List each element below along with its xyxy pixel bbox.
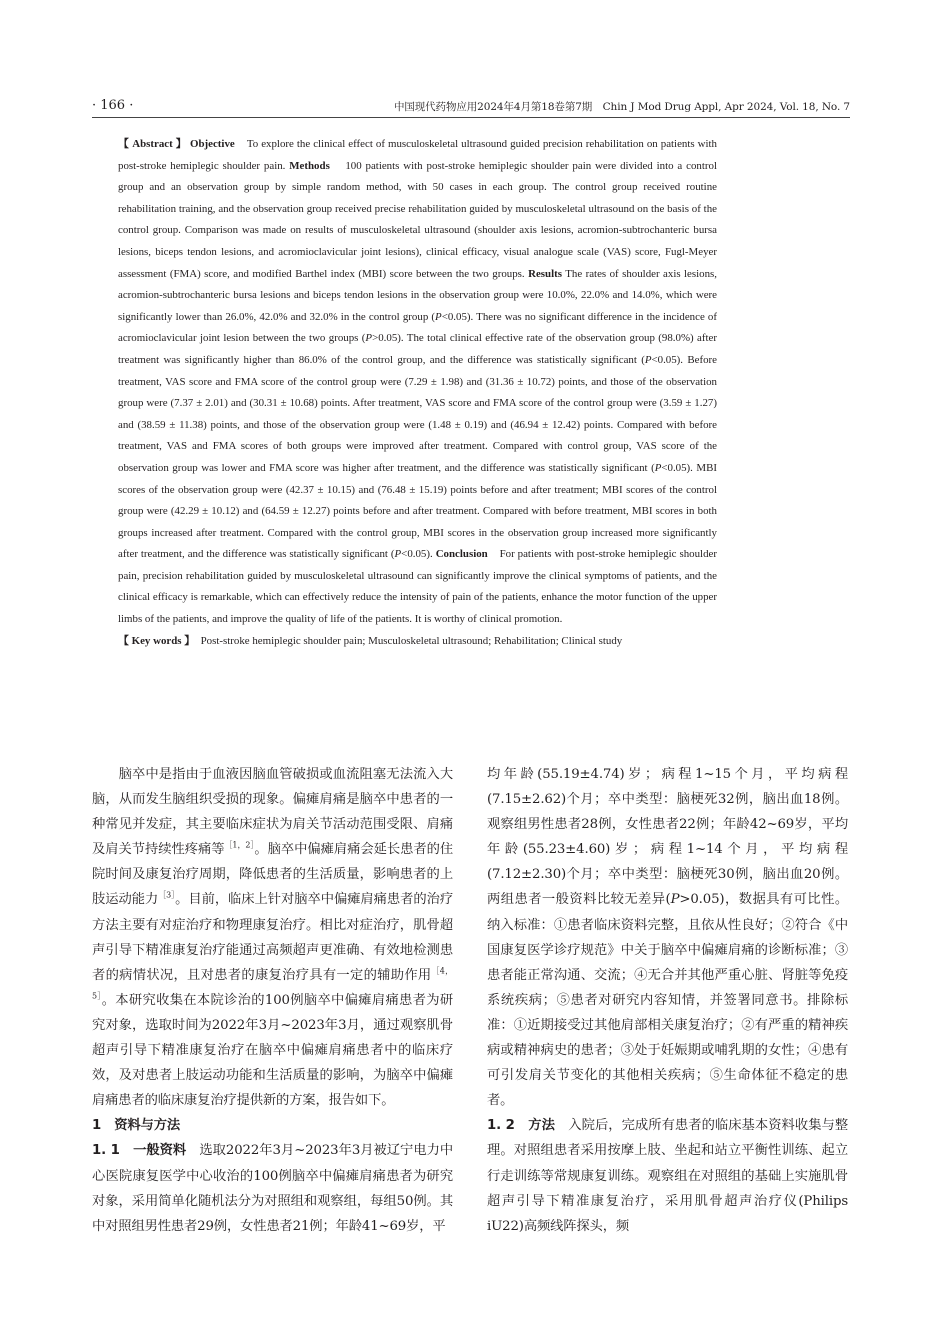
citation: ［4，5］: [92, 966, 454, 1001]
objective-text: To explore the clinical effect of musculoskeletal ultrasound guided precision rehabilitation on patients with post-stroke hemiplegic shoulder pain.: [118, 138, 718, 172]
p-value-symbol: P: [365, 332, 373, 345]
intro-text: 。本研究收集在本院诊治的100例脑卒中偏瘫肩痛患者为研究对象，选取时间为2022年3月~2023年3月，通过观察肌骨超声引导下精准康复治疗在脑卒中偏瘫肩痛患者中的临床疗效，及对患者上肢运动功能和生活质量的影响，为脑卒中偏瘫肩痛患者的临床康复治疗提供新的方案，报告如下。: [92, 992, 453, 1109]
keywords-label: 【 Key words 】: [118, 634, 196, 647]
p-value-symbol: P: [654, 461, 662, 474]
intro-text: 。目前，临床上针对脑卒中偏瘫肩痛患者的治疗方法主要有对症治疗和物理康复治疗。相比对症治疗，肌骨超声引导下精准康复治疗能通过高频超声更准确、有效地检测患者的病情状况，且对患者的康复治疗具有一定的辅助作用: [92, 892, 454, 983]
general-data-text-continued: 均年龄(55.19±4.74)岁；病程1~15个月，平均病程(7.15±2.62)个月；卒中类型：脑梗死32例，脑出血18例。观察组男性患者28例，女性患者22例；年龄42~69岁，平均年龄(55.23±4.60)岁；病程1~14个月，平均病程(7.12±2.30)个月；卒中类型：脑梗死30例，脑出血20例。两组患者一般资料比较无差异(: [487, 767, 848, 908]
conclusion-label: Conclusion: [435, 548, 488, 561]
page-number: · 166 ·: [92, 98, 134, 113]
p-value-symbol: P: [644, 353, 652, 366]
objective-label: Objective: [189, 138, 235, 150]
english-abstract: [92, 134, 717, 652]
results-text: The rates of shoulder axis lesions, acromion-subtrochanteric bursa lesions and biceps tendon lesions in the observation group were 10.0%, 22.0% and 14.0%, which were significantly lower than 26.0%, 42.0% and 32.0% in the control group (: [118, 267, 717, 323]
section-1-1-paragraph: [92, 1138, 453, 1238]
results-text: >0.05). The total clinical effective rate of the observation group (98.0%) after treatment was significantly higher than 86.0% of the control group, and the difference was statistically significant (: [118, 332, 717, 366]
subsection-heading-methods: 1. 2 方法: [487, 1118, 555, 1134]
journal-citation: 中国现代药物应用2024年4月第18卷第7期 Chin J Mod Drug Appl, Apr 2024, Vol. 18, No. 7: [393, 101, 850, 113]
intro-text: 。脑卒中偏瘫肩痛会延长患者的住院时间及康复治疗周期，降低患者的生活质量，影响患者的上肢运动能力: [92, 842, 454, 908]
intro-paragraph: [92, 762, 453, 1113]
conclusion-text: For patients with post-stroke hemiplegic shoulder pain, precision rehabilitation guided by musculoskeletal ultrasound can significantly improve the clinical symptoms of patients, and the clinical efficacy is remarkable, which can effectively reduce the intensity of pain of the patients, enhance the motor function of the upper limbs of the patients, and improve the quality of life of the patients. It is worthy of clinical promotion.: [118, 548, 717, 626]
methods-text: 100 patients with post-stroke hemiplegic shoulder pain were divided into a control group and an observation group by simple random method, with 50 cases in each group. The control group received routine rehabilitation training, and the observation group received precise rehabilitation guided by musculoskeletal ultrasound on the basis of the control group. Comparison was made on results of musculoskeletal ultrasound (shoulder axis lesions, acromion-subtrochanteric bursa lesions, biceps tendon lesions, and acromioclavicular joint lesions), clinical efficacy, visual analogue scale (VAS) score, Fugl-Meyer assessment (FMA) score, and modified Barthel index (MBI) score between the two groups.: [118, 159, 717, 280]
results-text: <0.05). There was no significant difference in the incidence of acromioclavicular joint lesion between the two groups (: [118, 310, 717, 345]
general-data-text: 选取2022年3月~2023年3月被辽宁电力中心医院康复医学中心收治的100例脑卒中偏瘫肩痛患者为研究对象，采用简单化随机法分为对照组和观察组，每组50例。其中对照组男性患者29例，女性患者21例；年龄41~69岁，平: [92, 1143, 453, 1234]
results-text: <0.05). Before treatment, VAS score and FMA score of the control group were (7.29 ± 1.98) and (31.36 ± 10.72) points, and those of the observation group were (7.37 ± 2.01) and (30.31 ± 10.68) points. After treatment, VAS score and FMA score of the control group were (3.59 ± 1.27) and (38.59 ± 11.38) points, and those of the observation group were (1.48 ± 0.19) and (46.94 ± 12.42) points. Compared with before treatment, VAS and FMA scores of both groups were improved after treatment. Compared with control group, VAS score of the observation group was lower and FMA score was higher after treatment, and the difference was statistically significant (: [118, 353, 717, 474]
results-text: <0.05).: [401, 548, 433, 561]
section-heading-materials-methods: 1 资料与方法: [92, 1118, 180, 1134]
general-data-text-2: >0.05)，数据具有可比性。纳入标准：①患者临床资料完整，且依从性良好；②符合《中国康复医学诊疗规范》中关于脑卒中偏瘫肩痛的诊断标准；③患者能正常沟通、交流；④无合并其他严重心脏、肾脏等免疫系统疾病；⑤患者对研究内容知情，并签署同意书。排除标准：①近期接受过其他肩部相关康复治疗；②有严重的精神疾病或精神病史的患者；③处于妊娠期或哺乳期的女性；④患有可引发肩关节变化的其他相关疾病；⑤生命体征不稳定的患者。: [487, 892, 849, 1109]
subsection-heading-general-data: 1. 1 一般资料: [92, 1143, 187, 1159]
results-label: Results: [528, 267, 562, 280]
abstract-label: 【 Abstract 】: [118, 138, 187, 150]
results-text: <0.05). MBI scores of the observation group were (42.37 ± 10.15) and (76.48 ± 15.19) points before and after treatment; MBI scores of the control group were (42.29 ± 10.12) and (64.59 ± 12.27) points before and after treatment. Compared with before treatment, MBI scores in both groups increased after treatment. Compared with the control group, MBI scores in the observation group increased more significantly after treatment, and the difference was statistically significant (: [118, 461, 717, 561]
citation: ［1，2］: [224, 840, 255, 850]
keywords-line: [92, 631, 717, 653]
p-value-symbol: P: [670, 892, 680, 908]
body-column-left: [92, 762, 453, 1239]
methods-label: Methods: [289, 159, 330, 172]
keywords-text: Post-stroke hemiplegic shoulder pain; Musculoskeletal ultrasound; Rehabilitation; Clinical study: [200, 634, 623, 647]
methods-body-text: 入院后，完成所有患者的临床基本资料收集与整理。对照组患者采用按摩上肢、坐起和站立平衡性训练、起立行走训练等常规康复训练。观察组在对照组的基础上实施肌骨超声引导下精准康复治疗，采用肌骨超声治疗仪(Philips iU22)高频线阵探头，频: [487, 1118, 848, 1234]
intro-text: 脑卒中是指由于血液因脑血管破损或血流阻塞无法流入大脑，从而发生脑组织受损的现象。偏瘫肩痛是脑卒中患者的一种常见并发症，其主要临床症状为肩关节活动范围受限、肩痛及肩关节持续性疼痛等: [92, 767, 453, 858]
p-value-symbol: P: [435, 310, 442, 323]
section-1-1-continued: [487, 762, 848, 1113]
p-value-symbol: P: [394, 548, 402, 561]
abstract-paragraph: [92, 134, 717, 631]
citation: ［3］: [158, 891, 176, 901]
page-header: [92, 98, 850, 118]
section-1-2-paragraph: [487, 1113, 848, 1238]
body-column-right: [487, 762, 848, 1239]
